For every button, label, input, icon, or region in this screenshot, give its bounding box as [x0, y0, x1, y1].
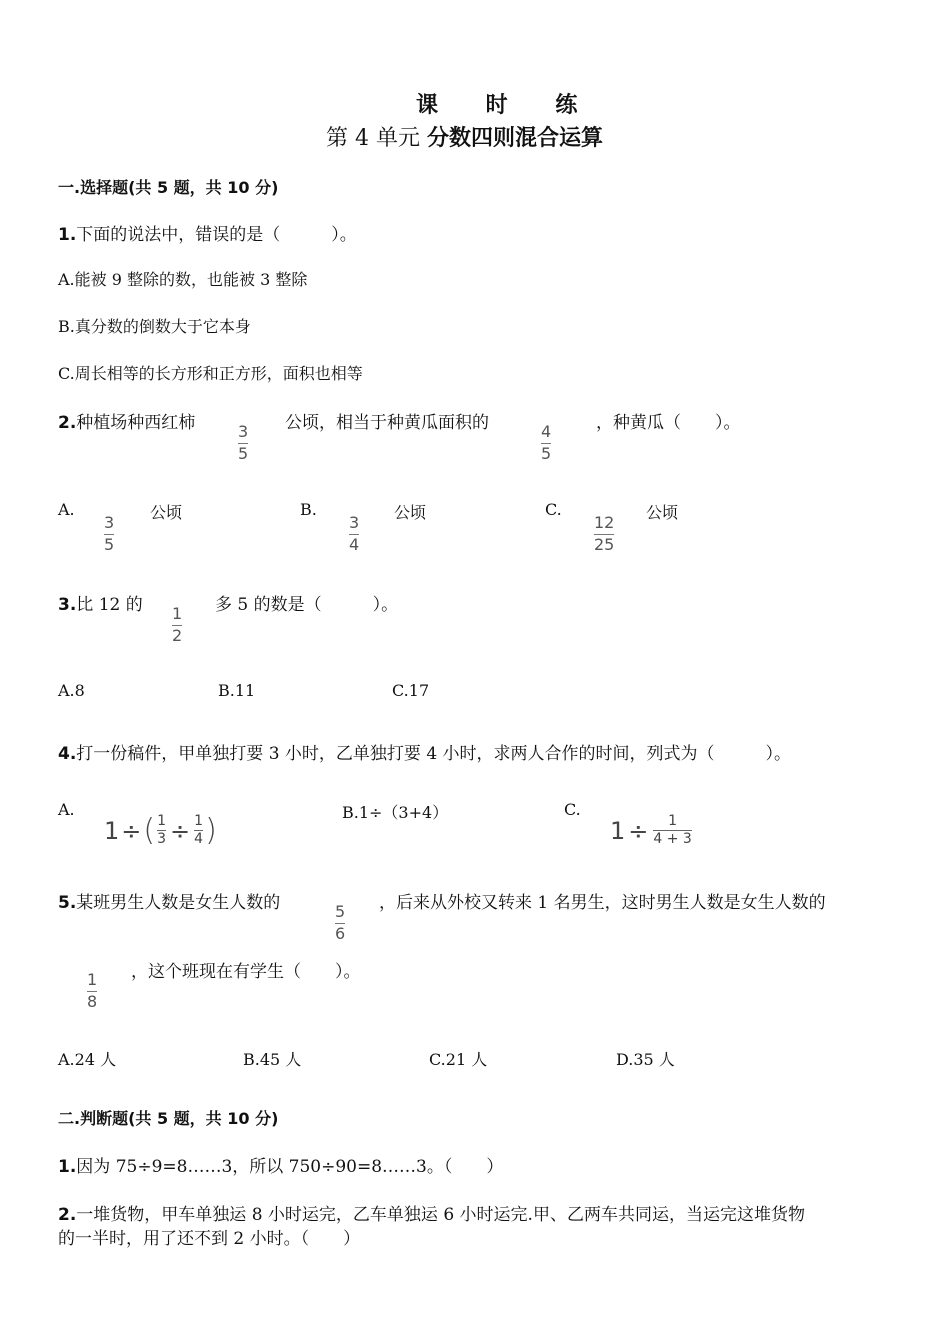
q2-option-c-label: C. — [545, 500, 562, 519]
numerator: 1 — [87, 970, 98, 989]
judgment-question-2-line1 — [58, 1200, 805, 1225]
question-text: 下面的说法中，错误的是（ ）。 — [76, 225, 357, 245]
denominator: 25 — [594, 535, 615, 554]
question-number: 4. — [58, 744, 77, 764]
divide-sign: ÷ — [628, 816, 649, 845]
q2-fraction-1 — [238, 423, 248, 463]
question-number: 2. — [58, 413, 77, 433]
divide-sign: ÷ — [121, 816, 142, 845]
denominator: 5 — [104, 535, 115, 554]
question-text: 种植场种西红柿 — [76, 413, 196, 433]
question-5-part3: ，这个班现在有学生（ ）。 — [131, 962, 361, 982]
page-subtitle — [326, 121, 603, 152]
denominator: 5 — [238, 444, 249, 463]
question-4 — [58, 739, 791, 764]
q5-option-b: B.45 人 — [243, 1050, 302, 1069]
q2-option-c-fraction — [594, 514, 614, 554]
question-text: 比 12 的 — [76, 595, 143, 615]
section-heading-judgment: 二.判断题(共 5 题，共 10 分) — [58, 1109, 279, 1128]
expr-fraction: 1 4 — [194, 813, 204, 847]
divide-sign: ÷ — [170, 816, 191, 845]
q5-fraction-2 — [87, 971, 97, 1011]
q2-option-a-label: A. — [58, 500, 75, 519]
denominator: 4 — [349, 535, 360, 554]
q1-option-b: B.真分数的倒数大于它本身 — [58, 317, 251, 336]
denominator: 8 — [87, 992, 98, 1011]
right-paren: ) — [205, 812, 217, 848]
q4-option-c-expression — [610, 814, 694, 847]
q4-option-a-label: A. — [58, 800, 75, 819]
denominator: 5 — [541, 444, 552, 463]
numerator: 12 — [594, 513, 615, 532]
question-text: 因为 75÷9=8……3，所以 750÷90=8……3。（ ） — [76, 1157, 504, 1177]
question-5-part1 — [58, 888, 280, 913]
q2-option-b-fraction — [349, 514, 359, 554]
q2-option-b-label: B. — [300, 500, 317, 519]
numerator: 5 — [335, 902, 346, 921]
q2-option-b-unit: 公顷 — [394, 503, 427, 522]
question-3-part1 — [58, 590, 143, 615]
question-number: 1. — [58, 225, 77, 245]
question-number: 2. — [58, 1205, 77, 1225]
question-3-part2: 多 5 的数是（ ）。 — [215, 595, 399, 615]
question-text: 一堆货物，甲车单独运 8 小时运完，乙车单独运 6 小时运完.甲、乙两车共同运，当运完这堆货物 — [76, 1205, 805, 1225]
judgment-question-1 — [58, 1152, 503, 1177]
expr-number: 1 — [610, 816, 626, 845]
question-2-part3: ，种黄瓜（ ）。 — [596, 413, 741, 433]
numerator: 3 — [238, 422, 249, 441]
question-5-part2: ，后来从外校又转来 1 名男生，这时男生人数是女生人数的 — [379, 893, 826, 913]
numerator: 1 — [172, 604, 183, 623]
question-1 — [58, 220, 357, 245]
q5-fraction-1 — [335, 903, 345, 943]
q2-fraction-2 — [541, 423, 551, 463]
question-2-part2: 公顷，相当于种黄瓜面积的 — [285, 413, 489, 433]
numerator: 3 — [349, 513, 360, 532]
q3-option-a: A.8 — [58, 681, 85, 700]
q2-option-a-unit: 公顷 — [150, 503, 183, 522]
subtitle-topic: 分数四则混合运算 — [426, 126, 603, 151]
question-number: 1. — [58, 1157, 77, 1177]
expr-number: 1 — [104, 816, 120, 845]
question-2-part1 — [58, 408, 195, 433]
section-heading-choice: 一.选择题(共 5 题，共 10 分) — [58, 178, 279, 197]
question-text: 某班男生人数是女生人数的 — [76, 893, 281, 913]
q4-option-b: B.1÷（3+4） — [342, 803, 449, 822]
question-number: 5. — [58, 893, 77, 913]
subtitle-unit: 第 4 单元 — [326, 126, 420, 151]
q5-option-d: D.35 人 — [616, 1050, 675, 1069]
q2-option-a-fraction — [104, 514, 114, 554]
denominator: 2 — [172, 626, 183, 645]
numerator: 4 — [541, 422, 552, 441]
q1-option-c: C.周长相等的长方形和正方形，面积也相等 — [58, 364, 363, 383]
q3-option-b: B.11 — [218, 681, 256, 700]
expr-fraction: 1 4 + 3 — [653, 813, 692, 847]
judgment-question-2-line2: 的一半时，用了还不到 2 小时。（ ） — [58, 1229, 361, 1249]
denominator: 6 — [335, 924, 346, 943]
q4-option-c-label: C. — [564, 800, 581, 819]
q3-fraction — [172, 605, 182, 645]
page-title: 课 时 练 — [416, 93, 598, 118]
q1-option-a: A.能被 9 整除的数，也能被 3 整除 — [58, 270, 308, 289]
numerator: 3 — [104, 513, 115, 532]
q2-option-c-unit: 公顷 — [646, 503, 679, 522]
question-number: 3. — [58, 595, 77, 615]
expr-fraction: 1 3 — [157, 813, 167, 847]
question-text: 打一份稿件，甲单独打要 3 小时，乙单独打要 4 小时，求两人合作的时间，列式为（ ）。 — [76, 744, 792, 764]
q5-option-a: A.24 人 — [58, 1050, 117, 1069]
q4-option-a-expression — [104, 814, 217, 847]
q3-option-c: C.17 — [392, 681, 430, 700]
q5-option-c: C.21 人 — [429, 1050, 488, 1069]
left-paren: ( — [143, 812, 156, 848]
